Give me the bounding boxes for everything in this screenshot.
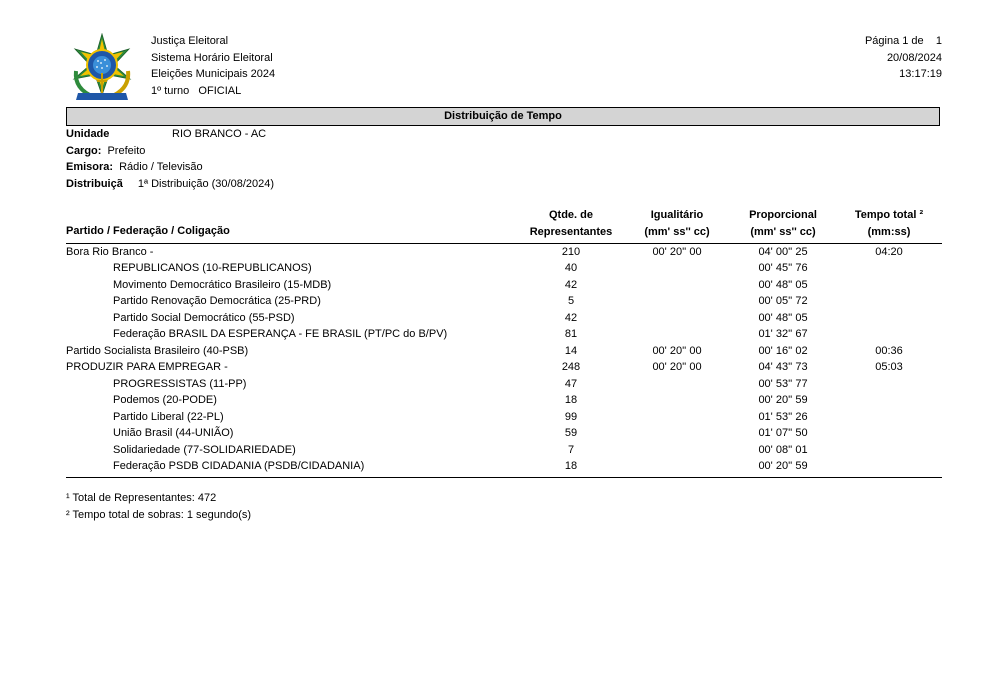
table-row (0, 359, 991, 376)
party-name: Bora Rio Branco - (66, 245, 154, 258)
party-name: Movimento Democrático Brasileiro (15-MDB) (113, 278, 332, 291)
header-institution (151, 33, 275, 99)
party-name: Partido Social Democrático (55-PSD) (113, 311, 295, 324)
party-name: Solidariedade (77-SOLIDARIEDADE) (113, 443, 296, 456)
party-name: Federação PSDB CIDADANIA (PSDB/CIDADANIA) (113, 460, 365, 472)
igualitario-value: 00' 20'' 00 (652, 344, 702, 357)
meta-value: 1ª Distribuição (30/08/2024) (137, 177, 275, 190)
proporcional-value: 00' 20'' 59 (758, 394, 808, 406)
report-date: 20/08/2024 (886, 51, 942, 64)
party-name: Partido Liberal (22-PL) (113, 410, 224, 423)
col-header-tempo-total (839, 207, 939, 241)
representantes-value: 47 (564, 377, 578, 390)
proporcional-value: 04' 43'' 73 (758, 361, 808, 373)
meta-cargo (66, 143, 145, 160)
meta-unidade (66, 126, 266, 143)
proporcional-value: 04' 00'' 25 (758, 245, 808, 258)
party-name: PROGRESSISTAS (11-PP) (113, 377, 247, 390)
col-header-igualitario (627, 207, 727, 241)
representantes-value: 248 (561, 361, 581, 373)
header-line: Sistema Horário Eleitoral (151, 51, 273, 64)
proporcional-value: 00' 08'' 01 (758, 443, 808, 456)
proporcional-value: 00' 45'' 76 (758, 262, 808, 274)
meta-value: Prefeito (107, 144, 146, 157)
table-row (0, 343, 991, 360)
meta-value: Rádio / Televisão (119, 161, 203, 173)
party-name: PRODUZIR PARA EMPREGAR - (66, 361, 228, 373)
col-header-line: Qtde. de (548, 209, 593, 221)
meta-emisora (66, 159, 203, 176)
proporcional-value: 01' 32'' 67 (758, 328, 808, 340)
igualitario-value: 00' 20'' 00 (652, 245, 702, 258)
meta-label: Distribuiçã (66, 177, 123, 190)
representantes-value: 42 (564, 278, 578, 291)
party-name: Partido Socialista Brasileiro (40-PSB) (66, 344, 249, 357)
party-name: União Brasil (44-UNIÃO) (113, 427, 234, 439)
header-page-info (865, 33, 942, 83)
representantes-value: 59 (564, 427, 578, 439)
table-row (0, 326, 991, 343)
report-time: 13:17:19 (899, 68, 942, 80)
col-header-line: Representantes (529, 226, 613, 238)
table-row (0, 392, 991, 409)
representantes-value: 5 (567, 295, 575, 307)
meta-label: Emisora: (66, 161, 114, 173)
meta-label: Unidade (66, 128, 110, 140)
proporcional-value: 01' 53'' 26 (758, 410, 808, 423)
representantes-value: 40 (564, 262, 578, 274)
coat-of-arms-icon (68, 33, 136, 103)
proporcional-value: 00' 53'' 77 (758, 377, 808, 390)
header-line: Eleições Municipais 2024 (151, 68, 276, 80)
table-row (0, 458, 991, 475)
table-row (0, 425, 991, 442)
representantes-value: 18 (564, 394, 578, 406)
col-header-qtd (521, 207, 621, 241)
tempo-total-value: 05:03 (875, 361, 903, 373)
page-number: Página 1 de 1 (864, 35, 942, 47)
representantes-value: 42 (564, 311, 578, 324)
col-header-line: Tempo total ² (854, 209, 924, 221)
representantes-value: 81 (564, 328, 578, 340)
col-header-proporcional (733, 207, 833, 241)
footnote-sobras: ² Tempo total de sobras: 1 segundo(s) (66, 508, 252, 521)
table-row (0, 310, 991, 327)
party-name: Federação BRASIL DA ESPERANÇA - FE BRASIL (PT/PC do B/PV) (113, 328, 448, 340)
col-header-line: (mm' ss'' cc) (644, 226, 710, 238)
proporcional-value: 00' 16'' 02 (758, 344, 808, 357)
header-line: 1º turno OFICIAL (151, 84, 242, 97)
proporcional-value: 00' 48'' 05 (758, 311, 808, 324)
col-header-name: Partido / Federação / Coligação (66, 225, 230, 237)
igualitario-value: 00' 20'' 00 (652, 361, 702, 373)
table-row (0, 277, 991, 294)
col-header-line: (mm' ss'' cc) (750, 226, 816, 238)
proporcional-value: 01' 07'' 50 (758, 427, 808, 439)
proporcional-value: 00' 48'' 05 (758, 278, 808, 291)
table-row (0, 293, 991, 310)
footnote-total-representantes: ¹ Total de Representantes: 472 (66, 492, 217, 504)
party-name: Podemos (20-PODE) (113, 394, 217, 406)
representantes-value: 7 (567, 443, 575, 456)
table-row (0, 260, 991, 277)
col-header-line: Proporcional (749, 209, 817, 221)
col-header-line: (mm:ss) (867, 226, 911, 238)
table-row (0, 244, 991, 261)
meta-label: Cargo: (66, 144, 102, 157)
meta-value: RIO BRANCO - AC (172, 128, 267, 140)
representantes-value: 18 (564, 460, 578, 472)
party-name: REPUBLICANOS (10-REPUBLICANOS) (113, 262, 312, 274)
table-row (0, 442, 991, 459)
table-bottom-divider (66, 477, 942, 478)
table-row (0, 376, 991, 393)
header-line: Justiça Eleitoral (151, 35, 229, 47)
representantes-value: 210 (561, 245, 581, 258)
meta-distribuicao (66, 176, 274, 193)
proporcional-value: 00' 20'' 59 (758, 460, 808, 472)
report-title: Distribuição de Tempo (66, 107, 940, 126)
representantes-value: 99 (564, 410, 578, 423)
tempo-total-value: 00:36 (875, 344, 903, 357)
representantes-value: 14 (564, 344, 578, 357)
table-row (0, 409, 991, 426)
proporcional-value: 00' 05'' 72 (758, 295, 808, 307)
party-name: Partido Renovação Democrática (25-PRD) (113, 295, 321, 307)
tempo-total-value: 04:20 (875, 245, 903, 258)
col-header-line: Igualitário (650, 209, 704, 221)
